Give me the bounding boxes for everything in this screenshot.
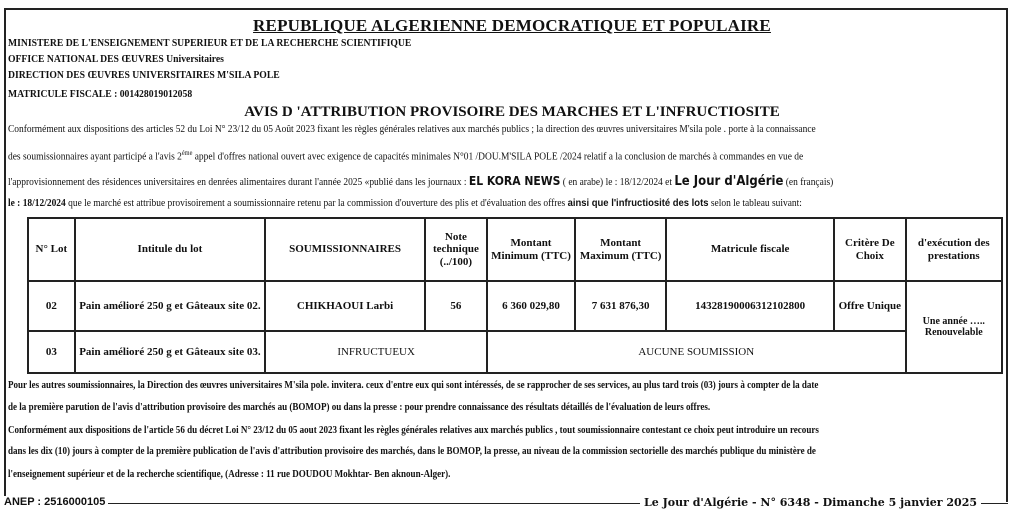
attribution-table bbox=[27, 217, 1003, 374]
office-line: OFFICE NATIONAL DES ŒUVRES Universitaires bbox=[8, 54, 224, 65]
col-matricule: Matricule fiscale bbox=[666, 218, 834, 281]
lot-title: Pain amélioré 250 g et Gâteaux site 03. bbox=[75, 331, 266, 373]
col-montant-min: Montant Minimum (TTC) bbox=[487, 218, 575, 281]
table-row bbox=[28, 281, 1002, 331]
intro-line-1: Conformément aux dispositions des articles 52 du Loi N° 23/12 du 05 Août 2023 fixant les règles générales relatives aux marchés publics ; la direction des œuvres universitaires M'sila pole . porte à la connaissance bbox=[8, 124, 816, 135]
body-line-4: dans les dix (10) jours à compter de la première publication de l'avis d'attribution provisoire des marchés, dans le BOMOP, la presse, au niveau de la commission sectorielle des marchés publique du ministère de bbox=[8, 446, 816, 457]
tax-id: 143281900063121028​00 bbox=[666, 281, 834, 331]
col-lot: N° Lot bbox=[28, 218, 75, 281]
lot-number: 03 bbox=[28, 331, 75, 373]
body-line-2: de la première parution de l'avis d'attribution provisoire des marchés au (BOMOP) ou dans la presse : pour prendre connaissance des résultats détaillés de l'évaluation de leurs offres. bbox=[8, 402, 711, 413]
lot-title: Pain amélioré 250 g et Gâteaux site 02. bbox=[75, 281, 266, 331]
col-montant-max: Montant Maximum (TTC) bbox=[575, 218, 666, 281]
republic-title: REPUBLIQUE ALGERIENNE DEMOCRATIQUE ET POPULAIRE bbox=[253, 16, 771, 35]
matricule-line: MATRICULE FISCALE : 001428019012058 bbox=[8, 89, 193, 100]
amount-max: 7 631 876,30 bbox=[575, 281, 666, 331]
table-row bbox=[28, 331, 1002, 373]
lot-unsuccessful: INFRUCTUEUX bbox=[265, 331, 487, 373]
execution-period: Une année ….. Renouvelable bbox=[906, 281, 1002, 373]
table-header-row bbox=[28, 218, 1002, 281]
body-line-1: Pour les autres soumissionnaires, la Direction des œuvres universitaires M'sila pole. invitera. ceux d'entre eux qui sont intéressés, de se rapprocher de ses services, au plus tard trois (03) jours à compter de la date bbox=[8, 380, 819, 391]
body-line-3: Conformément aux dispositions de l'article 56 du décret Loi N° 23/12 du 05 aout 2023 fixant les règles générales relatives aux marchés publics , tout soumissionnaire contestant ce choix peut introduire un recours bbox=[8, 425, 819, 436]
direction-line: DIRECTION DES ŒUVRES UNIVERSITAIRES M'SILA POLE bbox=[8, 70, 280, 81]
ministry-line: MINISTERE DE L'ENSEIGNEMENT SUPERIEUR ET DE LA RECHERCHE SCIENTIFIQUE bbox=[8, 38, 412, 49]
no-submission: AUCUNE SOUMISSION bbox=[487, 331, 906, 373]
col-intitule: Intitule du lot bbox=[75, 218, 266, 281]
selection-criterion: Offre Unique bbox=[834, 281, 905, 331]
col-soumissionnaires: SOUMISSIONNAIRES bbox=[265, 218, 425, 281]
intro-line-3: l'approvisionnement des résidences universitaires en denrées alimentaires durant l'année 2025 «publié dans les journaux : EL KORA NEWS ( en arabe) le : 18/12/2024 et Le Jour d'Algérie (en français) bbox=[8, 174, 834, 189]
intro-line-4: le : 18/12/2024 que le marché est attribue provisoirement a soumissionnaire retenu par la commission d'ouverture des plis et d'évaluation des offres ainsi que l'infructiosité des lots selon le tableau suivant: bbox=[8, 197, 802, 209]
journal-el-kora: EL KORA NEWS bbox=[468, 174, 561, 188]
body-line-5: l'enseignement supérieur et de la recherche scientifique, (Adresse : 11 rue DOUDOU Mokhtar- Ben aknoun-Alger). bbox=[8, 469, 451, 480]
col-critere: Critère De Choix bbox=[834, 218, 905, 281]
notice-title: AVIS D 'ATTRIBUTION PROVISOIRE DES MARCHES ET L'INFRUCTIOSITE bbox=[244, 104, 780, 120]
anep-reference: ANEP : 2516000105 bbox=[4, 496, 108, 508]
technical-score: 56 bbox=[425, 281, 487, 331]
bidder: CHIKHAOUI Larbi bbox=[265, 281, 425, 331]
intro-line-2: des soumissionnaires ayant participé a l'avis $2^{éme}$ appel d'offres national ouvert avec exigence de capacités minimales N°01 /DOU.M'SILA POLE /2024 relatif a la conclusion de marchés à commandes en vue de bbox=[8, 149, 804, 163]
col-note: Note technique (../100) bbox=[425, 218, 487, 281]
lot-number: 02 bbox=[28, 281, 75, 331]
amount-min: 6 360 029,80 bbox=[487, 281, 575, 331]
journal-le-jour: Le Jour d'Algérie bbox=[674, 174, 784, 189]
col-delai: d'exécution des prestations bbox=[906, 218, 1002, 281]
publication-info: Le Jour d'Algérie - N° 6348 - Dimanche 5 janvier 2025 bbox=[640, 496, 981, 509]
